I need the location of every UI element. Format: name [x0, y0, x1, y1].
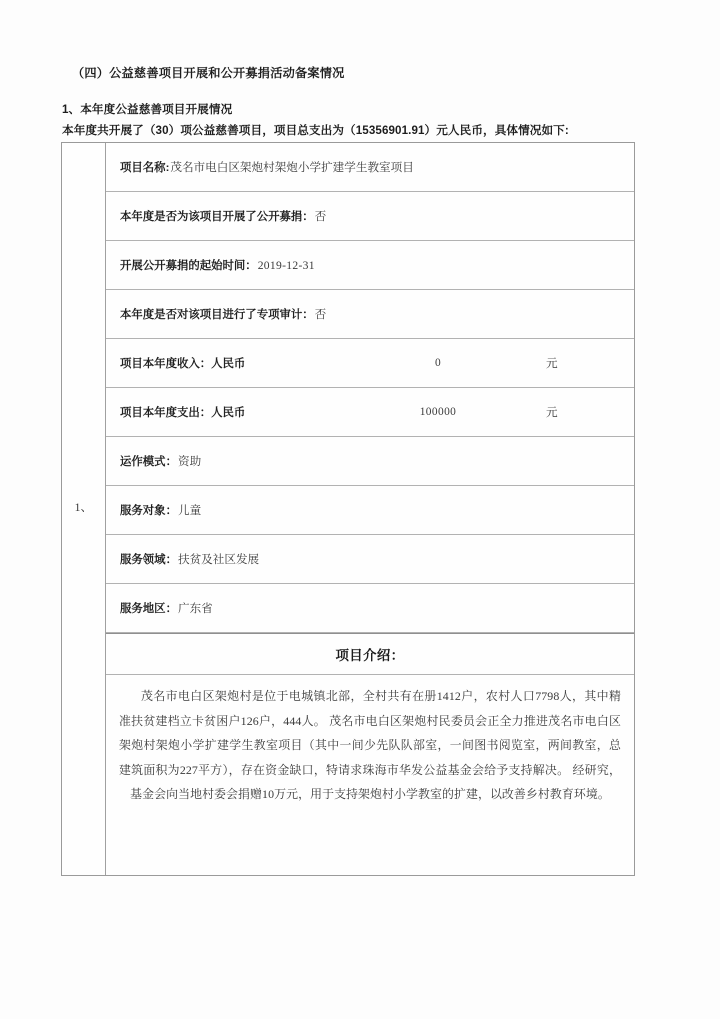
- row-value-project-name: 茂名市电白区架炮村架炮小学扩建学生教室项目: [170, 161, 414, 174]
- project-intro-title: 项目介绍：: [335, 647, 405, 663]
- row-value-fundraising-start-date: 2019-12-31: [257, 258, 315, 272]
- row-value-public-fundraising: 否: [314, 210, 327, 223]
- project-table: [61, 142, 635, 876]
- row-label-service-field: 服务领域：: [120, 554, 177, 566]
- project-index-label: 1、: [74, 500, 93, 514]
- row-label-public-fundraising: 本年度是否为该项目开展了公开募捐：: [120, 211, 314, 223]
- table-index-column: [62, 143, 106, 875]
- row-label-annual-expenditure: 项目本年度支出：人民币: [120, 407, 246, 419]
- row-value-service-field: 扶贫及社区发展: [177, 553, 260, 566]
- row-label-operation-mode: 运作模式：: [120, 456, 177, 468]
- table-row: [106, 143, 634, 192]
- row-label-fundraising-start-date: 开展公开募捐的起始时间：: [120, 260, 257, 272]
- row-value-annual-income: 0: [434, 357, 442, 369]
- row-value-service-region: 广东省: [177, 602, 213, 615]
- section-heading: （四）公益慈善项目开展和公开募捐活动备案情况: [72, 66, 345, 80]
- table-row: [106, 437, 634, 486]
- row-unit-annual-income: 元: [546, 357, 558, 370]
- row-label-project-name: 项目名称:: [120, 162, 170, 174]
- table-row: [106, 584, 634, 633]
- table-row: [106, 290, 634, 339]
- summary-line: 本年度共开展了（30）项公益慈善项目，项目总支出为（15356901.91）元人民币，具体情况如下:: [62, 124, 569, 137]
- project-intro-body-row: [106, 675, 634, 875]
- project-intro-text: 茂名市电白区架炮村是位于电城镇北部，全村共有在册1412户，农村人口7798人，其中精准扶贫建档立卡贫困户126户，444人。 茂名市电白区架炮村民委员会正全力推进茂名市电白区架炮村架炮小学扩建学生教室项目（其中一间少先队队部室，一间图书阅览室，两间教室，总建筑面积为227平方），存在资金缺口，特请求珠海市华发公益基金会给予支持解决。 经研究，基金会向当地村委会捐赠10万元，用于支持架炮村小学教室的扩建，以改善乡村教育环境。: [119, 689, 621, 802]
- row-value-operation-mode: 资助: [177, 455, 202, 468]
- row-value-special-audit: 否: [314, 308, 327, 321]
- table-row: [106, 535, 634, 584]
- table-row: [106, 486, 634, 535]
- table-main-column: [106, 143, 634, 875]
- row-unit-annual-expenditure: 元: [546, 406, 558, 419]
- subsection-heading: 1、本年度公益慈善项目开展情况: [62, 103, 233, 116]
- row-value-annual-expenditure: 100000: [419, 406, 457, 418]
- table-row: [106, 339, 634, 388]
- row-value-service-target: 儿童: [177, 504, 202, 517]
- row-label-annual-income: 项目本年度收入：人民币: [120, 358, 246, 370]
- table-row: [106, 388, 634, 437]
- row-label-service-target: 服务对象：: [120, 505, 177, 517]
- table-row: [106, 241, 634, 290]
- table-row: [106, 192, 634, 241]
- row-label-special-audit: 本年度是否对该项目进行了专项审计：: [120, 309, 314, 321]
- row-label-service-region: 服务地区：: [120, 603, 177, 615]
- project-intro-title-row: [106, 633, 634, 675]
